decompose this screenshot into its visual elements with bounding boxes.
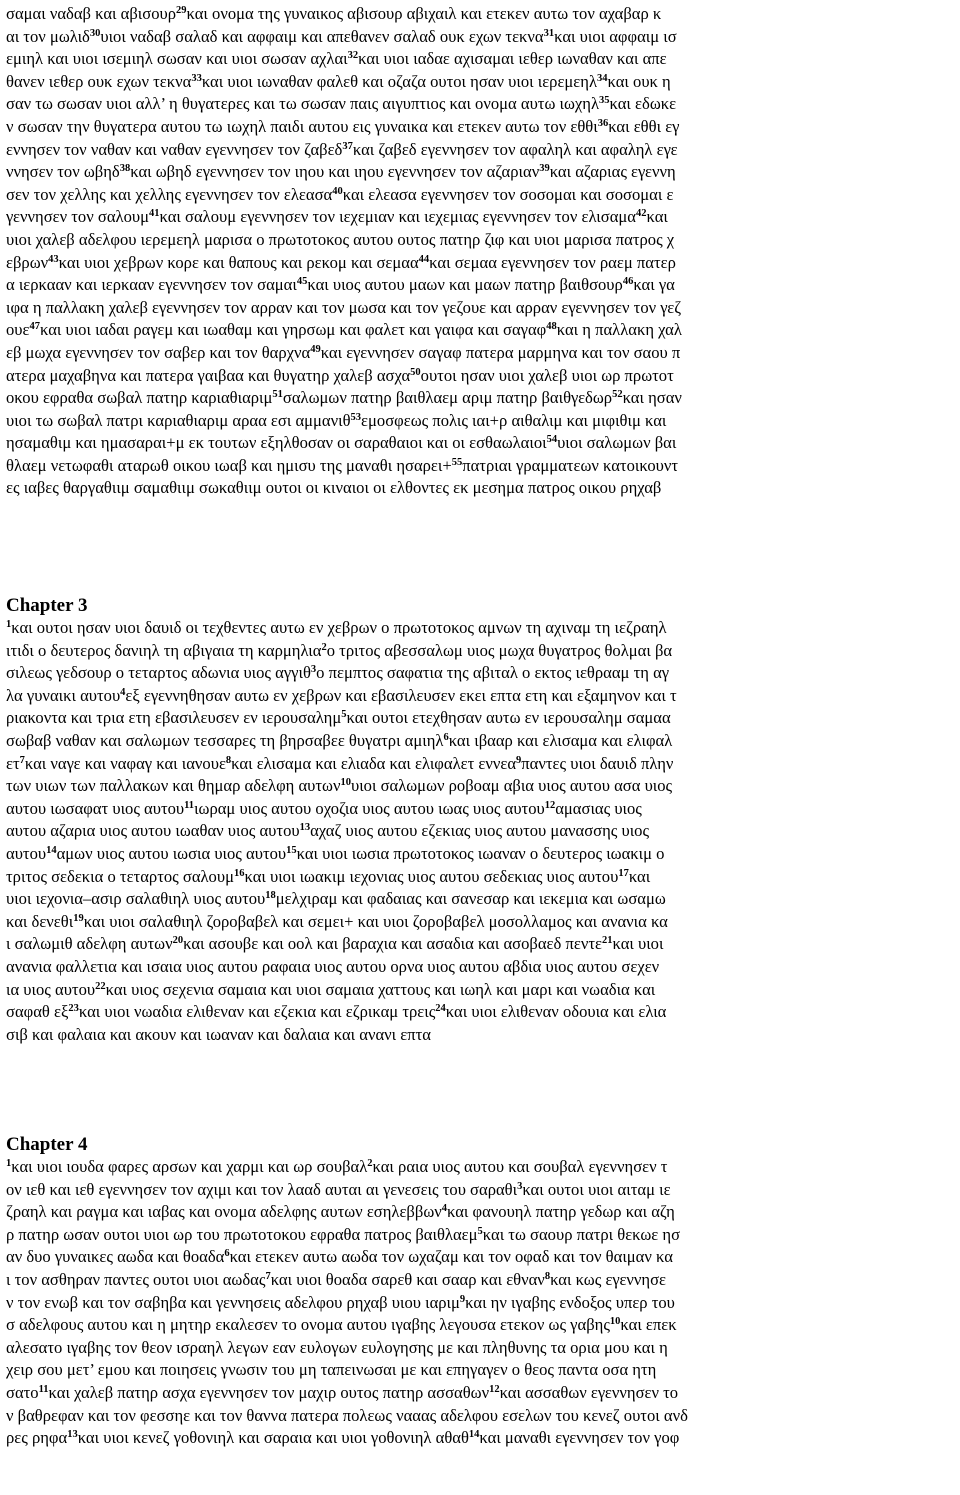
text-line [6, 979, 956, 1002]
text-line [6, 161, 956, 184]
verse-text: και δενεθι [6, 911, 74, 931]
verse-text: και τω σαουρ πατρι θεκωε ησ [482, 1224, 681, 1244]
text-line [6, 1179, 956, 1202]
verse-number: 10 [340, 777, 351, 789]
text-line [6, 866, 956, 889]
verse-text: και ησαν [622, 388, 682, 408]
text-line [6, 662, 956, 685]
verse-text: και εγεννησεν σαγαφ πατερα μαρμηνα και τον σαου π [320, 342, 681, 362]
verse-number: 13 [299, 822, 311, 834]
verse-text: και ελεασα εγεννησεν τον σοσομαι και σοσομαι ε [342, 184, 674, 204]
verse-text: σαλωμων πατηρ βαιθλαεμ αριμ πατηρ βαιθγεδωρ [282, 388, 613, 408]
verse-text: και υιοι νωαδια ελιθεναν και εζεκια και εζρικαμ τρεις [78, 1002, 436, 1022]
verse-text: και αζαριας εγεννη [549, 162, 676, 182]
verse-text: και ιβααρ και ελισαμα και ελιφαλ [448, 730, 673, 750]
verse-text: και ραια υιος αυτου και σουβαλ εγεννησεν τ [372, 1157, 668, 1176]
text-line [6, 206, 956, 229]
verse-text: των υιων των παλλακων και θημαρ αδελφη αυτων [6, 776, 341, 796]
text-line [6, 1001, 956, 1024]
verse-text: σαφαθ εξ [6, 1002, 69, 1022]
text-line [6, 685, 956, 708]
verse-text: ετ [6, 753, 20, 773]
verse-text: ιωραμ υιος αυτου οχοζια υιος αυτου ιωας υιος αυτου [194, 798, 545, 818]
verse-text: αλεσατο ιγαβης τον θεον ισραηλ λεγων εαν ευλογων ευλογησης με και πληθυνης τα ορια μου και η [6, 1337, 668, 1357]
verse-number: 41 [148, 208, 160, 220]
verse-number: 7 [265, 1270, 271, 1282]
verse-number: 32 [347, 50, 359, 62]
text-line [6, 1269, 956, 1292]
verse-text: αυτου αζαρια υιος αυτου ιωαθαν υιος αυτου [6, 821, 300, 841]
verse-number: 18 [265, 890, 276, 902]
verse-text: εβρων [6, 252, 49, 272]
verse-text: θανεν ιεθερ ουκ εχων τεκνα [6, 71, 192, 91]
verse-number: 49 [310, 343, 321, 355]
verse-text: μελχιραμ και φαδαιας και σανεσαρ και ιεκεμια και ωσαμω [275, 889, 666, 909]
verse-number: 8 [225, 754, 232, 766]
verse-number: 9 [459, 1293, 466, 1305]
verse-text: ζραηλ και ραγμα και ιαβας και ονομα αδελφης αυτων εσηλεββων [6, 1202, 442, 1222]
text-line [6, 1292, 956, 1315]
verse-text: και ονομα της γυναικος αβισουρ αβιχαιλ και ετεκεν αυτω τον αχαβαρ κ [186, 4, 662, 23]
text-line [6, 432, 956, 455]
verse-text: και ουτοι υιοι αιταμ ιε [522, 1179, 671, 1199]
verse-text: και κως εγεννησε [550, 1269, 667, 1289]
verse-text: σωβαβ ναθαν και σαλωμων τεσσαρες τη βηρσαβεε θυγατρι αμιηλ [6, 730, 444, 750]
verse-text: οκου εφραθα σωβαλ πατηρ καριαθιαριμ [6, 388, 273, 408]
verse-text: ια υιος αυτου [6, 979, 96, 999]
verse-text: και ασσαθων εγεννησεν το [499, 1382, 679, 1402]
verse-text: χειρ σου μετ’ εμου και ποιησεις γνωσιν του μη ταπεινωσαι με και επηγαγεν ο θεος παντα οσα ητη [6, 1360, 657, 1380]
verse-text: ρες ρηφα [6, 1428, 68, 1448]
verse-text: σατο [6, 1382, 39, 1402]
verse-text: και φανουηλ πατηρ γεδωρ και αζη [447, 1202, 675, 1222]
verse-text: και υιοι ιωακιμ ιεχονιας υιος αυτου σεδεκιας υιος αυτου [244, 866, 619, 886]
verse-number: 3 [310, 664, 317, 676]
text-line [6, 730, 956, 753]
verse-number: 19 [73, 912, 84, 924]
verse-number: 11 [38, 1383, 49, 1395]
verse-text: και επεκ [620, 1315, 677, 1335]
verse-number: 21 [601, 935, 613, 947]
text-line [6, 387, 956, 410]
verse-text: υιοι σαλωμων βαι [557, 433, 677, 453]
verse-text: και ασουβε και οολ και βαραχια και ασαδια και ασοβαεδ πεντε [183, 934, 602, 954]
verse-text: σαμαι ναδαβ και αβισουρ [6, 4, 177, 23]
verse-text: και υιοι ιαδαε αχισαμαι ιεθερ ιωναθαν και απε [358, 49, 667, 69]
text-line [6, 1337, 956, 1360]
verse-text: α ιερκααν και ιερκααν εγεννησεν τον σαμαι [6, 275, 297, 295]
verse-text: σαν τω σωσαν υιοι αλλ’ η θυγατερες και τω σωσαν παις αιγυπτιος και ονομα αυτω ιωχηλ [6, 94, 600, 114]
verse-number: 48 [546, 321, 557, 333]
verse-number: 16 [233, 867, 245, 879]
text-line [6, 93, 956, 116]
verse-text: και χαλεβ πατηρ ασχα εγεννησεν τον μαχιρ ουτος πατηρ ασσαθων [48, 1382, 490, 1402]
verse-number: 37 [342, 140, 353, 152]
verse-text: και υιοι χεβρων κορε και θαπους και ρεκομ και σεμαα [58, 252, 419, 272]
verse-text: και ουτοι ετεχθησαν αυτω εν ιερουσαλημ σαμαα [346, 708, 671, 728]
verse-text: και εθθι εγ [608, 116, 680, 136]
text-line [6, 640, 956, 663]
text-line [6, 617, 956, 640]
verse-number: 35 [599, 95, 610, 107]
text-line [6, 1246, 956, 1269]
verse-number: 31 [543, 27, 555, 39]
text-line [6, 707, 956, 730]
verse-number: 54 [546, 434, 558, 446]
text-line [6, 139, 956, 162]
verse-number: 6 [224, 1248, 230, 1260]
verse-text: και [628, 866, 651, 886]
text-line [6, 1359, 956, 1382]
verse-text: και ετεκεν αυτω αωδα τον ωχαζαμ και τον οφαδ και τον θαιμαν κα [229, 1247, 673, 1267]
verse-text: εξ εγεννηθησαν αυτω εν χεβρων και εβασιλευσεν εκει επτα ετη και εξαμηνον και τ [125, 685, 677, 705]
verse-number: 2 [321, 641, 327, 653]
verse-text: σιλεως γεδσουρ ο τεταρτος αδωνια υιος αγγιθ [6, 663, 311, 683]
verse-text: εμιηλ και υιοι ισεμιηλ σωσαν και υιοι σωσαν αχλαι [6, 49, 348, 69]
verse-number: 44 [418, 253, 430, 265]
verse-number: 9 [516, 754, 522, 766]
text-line [6, 477, 956, 500]
verse-text: αυτου ιωσαφατ υιος αυτου [6, 798, 185, 818]
verse-number: 15 [286, 844, 297, 856]
verse-text: και υιοι ιωσια πρωτοτοκος ιωαναν ο δευτερος ιωακιμ ο [296, 843, 665, 863]
verse-text: εμοσφεως πολις ιαι+ρ αιθαλιμ και μιφιθιμ και [361, 410, 667, 430]
verse-text: ησαμαθιμ και ημασαραι+μ εκ τουτων εξηλθοσαν οι σαραθαιοι και οι εσθαωλαιοι [6, 433, 547, 453]
verse-number: 51 [272, 389, 283, 401]
verse-number: 22 [95, 980, 106, 992]
verse-text: και μαναθι εγεννησεν τον γοφ [479, 1428, 680, 1448]
text-line [6, 319, 956, 342]
verse-number: 52 [612, 389, 623, 401]
verse-text: αχαζ υιος αυτου εζεκιας υιος αυτου μανασσης υιος [310, 821, 650, 841]
verse-text: ουε [6, 320, 30, 340]
text-line [6, 1405, 956, 1428]
verse-number: 6 [443, 731, 449, 743]
verse-text: και υιος αυτου μαων και μαων πατηρ βαιθσουρ [307, 275, 623, 295]
verse-number: 45 [296, 276, 308, 288]
text-line [6, 933, 956, 956]
text-line [6, 274, 956, 297]
text-line [6, 48, 956, 71]
text-line [6, 184, 956, 207]
text-line [6, 3, 956, 26]
verse-number: 24 [435, 1003, 446, 1015]
verse-text: εβ μωχα εγεννησεν τον σαβερ και τον θαρχνα [6, 342, 311, 362]
verse-number: 4 [120, 686, 126, 698]
verse-number: 11 [184, 799, 195, 811]
verse-text: ρ πατηρ ωσαν ουτοι υιοι ωρ του πρωτοτοκου εφραθα πατρος βαιθλαεμ [6, 1224, 478, 1244]
verse-number: 50 [410, 366, 421, 378]
text-line [6, 342, 956, 365]
text-line [6, 252, 956, 275]
verse-number: 4 [441, 1203, 447, 1215]
verse-number: 55 [451, 456, 463, 468]
verse-text: και υιοι [612, 934, 664, 954]
text-line [6, 1156, 956, 1179]
verse-number: 46 [622, 276, 634, 288]
verse-number: 13 [67, 1429, 78, 1441]
verse-number: 3 [517, 1180, 523, 1192]
verse-text: αμασιας υιος [555, 798, 642, 818]
text-line [6, 1201, 956, 1224]
verse-text: ον ιεθ και ιεθ εγεννησεν τον αχιμι και τον λααδ αυται αι γενεσεις του σαραθι [6, 1179, 518, 1199]
text-line [6, 297, 956, 320]
verse-text: θλαεμ νετωφαθι αταρωθ οικου ιωαβ και ημισυ της μαναθι ησαρει+ [6, 455, 452, 475]
chapter-4-text [6, 1156, 956, 1450]
verse-text: και υιοι κενεζ γοθονιηλ και σαραια και υιοι γοθονιηλ αθαθ [77, 1428, 469, 1448]
verse-number: 12 [489, 1383, 500, 1395]
verse-text: εννησεν τον ναθαν και ναθαν εγεννησεν τον ζαβεδ [6, 139, 343, 159]
verse-text: ες ιαβες θαργαθιιμ σαμαθιιμ σωκαθιιμ ουτοι οι κιναιοι οι ελθοντες εκ μεσημα πατρος οικου ρηχαβ [6, 478, 662, 498]
verse-text: ν βαθρεφαν και τον φεσσηε και τον θαννα πατερα πολεως νααας αδελφου εσελων του κενεζ ουτοι ανδ [6, 1405, 688, 1425]
verse-text: σιβ και φαλαια και ακουν και ιωαναν και δαλαια και ανανι επτα [6, 1024, 431, 1044]
verse-text: και υιοι ιωναθαν φαλεθ και οζαζα ουτοι ησαν υιοι ιερεμεηλ [201, 71, 597, 91]
verse-text: ο πεμπτος σαφατια της αβιταλ ο εκτος ιεθρααμ τη αγ [316, 663, 670, 683]
verse-text: γεννησεν τον σαλουμ [6, 207, 149, 227]
verse-text: και εδωκε [609, 94, 677, 114]
verse-text: και υιοι θοαδα σαρεθ και σααρ και εθναν [270, 1269, 545, 1289]
verse-number: 53 [350, 411, 362, 423]
text-line [6, 229, 956, 252]
verse-text: και ελισαμα και ελιαδα και ελιφαλετ εννεα [231, 753, 517, 773]
verse-text: υιοι ιεχονια–ασιρ σαλαθιηλ υιος αυτου [6, 889, 266, 909]
verse-number: 40 [332, 185, 343, 197]
verse-text: και υιοι ελιθεναν οδουια και ελια [445, 1002, 667, 1022]
verse-text: σεν τον χελλης και χελλης εγεννησεν τον ελεασα [6, 184, 333, 204]
verse-text: αυτου [6, 843, 47, 863]
verse-number: 47 [29, 321, 40, 333]
verse-text: και υιος σεχενια σαμαια και υιοι σαμαια χαττους και ιωηλ και μαρι και νωαδια και [105, 979, 656, 999]
verse-number: 39 [539, 163, 550, 175]
verse-text: ν τον ενωβ και τον σαβηβα και γεννησεις αδελφου ρηχαβ υιου ιαριμ [6, 1292, 460, 1312]
verse-text: ιτιδι ο δευτερος δανιηλ τη αβιγαια τη καρμηλια [6, 640, 322, 660]
verse-number: 12 [544, 799, 556, 811]
text-line [6, 1024, 956, 1047]
verse-text: ανανια φαλλετια και ισαια υιος αυτου ραφαια υιος αυτου ορνα υιος αυτου αβδια υιος αυτου σεχεν [6, 956, 660, 976]
chapter-3-text [6, 617, 956, 1046]
verse-text: και ναγε και ναφαγ και ιανουε [24, 753, 226, 773]
text-line [6, 775, 956, 798]
text-line [6, 820, 956, 843]
verse-number: 43 [48, 253, 59, 265]
verse-text: ιφα η παλλακη χαλεβ εγεννησεν τον αρραν και τον μωσα και τον γεζουε και αρραν εγεννησεν τον γεζ [6, 297, 682, 317]
verse-number: 2 [367, 1158, 373, 1169]
verse-number: 1 [6, 619, 12, 630]
text-line [6, 1382, 956, 1405]
verse-number: 20 [172, 935, 184, 947]
verse-number: 30 [89, 27, 101, 39]
verse-number: 23 [68, 1003, 79, 1015]
verse-number: 10 [609, 1316, 621, 1328]
verse-text: και ζαβεδ εγεννησεν τον αφαληλ και αφαληλ εγε [352, 139, 678, 159]
verse-text: αι τον μωλιδ [6, 26, 90, 46]
verse-text: και ωβηδ εγεννησεν τον ιηου και ιηου εγεννησεν τον αζαριαν [130, 162, 540, 182]
verse-text: λα γυναικι αυτου [6, 685, 121, 705]
verse-text: και υιοι σαλαθιηλ ζοροβαβελ και σεμει+ και υιοι ζοροβαβελ μοσολλαμος και ανανια κα [83, 911, 668, 931]
verse-number: 36 [597, 117, 609, 129]
verse-text: ι τον ασθηραν παντες ουτοι υιοι αωδας [6, 1269, 266, 1289]
verse-text: και γα [633, 275, 675, 295]
verse-text: αν δυο γυναικες αωδα και θοαδα [6, 1247, 225, 1267]
verse-number: 17 [618, 867, 629, 879]
text-line [6, 911, 956, 934]
text-line [6, 71, 956, 94]
text-line [6, 1314, 956, 1337]
text-line [6, 26, 956, 49]
verse-text: ι σαλωμιθ αδελφη αυτων [6, 934, 173, 954]
text-line [6, 410, 956, 433]
text-line [6, 455, 956, 478]
verse-number: 5 [341, 709, 347, 721]
verse-text: και υιοι ιαδαι ραγεμ και ιωαθαμ και γηρσωμ και φαλετ και γαιφα και σαγαφ [39, 320, 547, 340]
text-line [6, 365, 956, 388]
verse-number: 33 [191, 72, 202, 84]
text-line [6, 956, 956, 979]
verse-number: 14 [46, 844, 57, 856]
verse-text: υιοι τω σωβαλ πατρι καριαθιαριμ αραα εσι αμμανιθ [6, 410, 351, 430]
text-line [6, 843, 956, 866]
text-line [6, 1224, 956, 1247]
verse-text: ουτοι ησαν υιοι χαλεβ υιοι ωρ πρωτοτ [420, 365, 674, 385]
text-line [6, 116, 956, 139]
verse-text: και η παλλακη χαλ [556, 320, 682, 340]
text-line [6, 1427, 956, 1450]
verse-text: σ αδελφους αυτου και η μητηρ εκαλεσεν το ονομα αυτου ιγαβης λεγουσα ετεκον ως γαβης [6, 1315, 610, 1335]
verse-text: υιοι σαλωμων ροβοαμ αβια υιος αυτου ασα υιος [350, 776, 673, 796]
verse-text: πατριαι γραμματεων κατοικουντ [462, 455, 679, 475]
chapter-2-continuation [6, 3, 956, 500]
verse-text: και ουκ η [607, 71, 671, 91]
verse-number: 5 [477, 1225, 483, 1237]
verse-number: 34 [597, 72, 608, 84]
verse-text: και σεμαα εγεννησεν τον ραεμ πατερ [429, 252, 676, 272]
verse-text: και υιοι αφφαιμ ισ [554, 26, 677, 46]
verse-number: 14 [468, 1429, 480, 1441]
text-line [6, 888, 956, 911]
verse-text: και υιοι ιουδα φαρες αρσων και χαρμι και ωρ σουβαλ [11, 1157, 368, 1176]
verse-number: 38 [119, 163, 131, 175]
verse-text: αμων υιος αυτου ιωσια υιος αυτου [56, 843, 287, 863]
verse-number: 42 [636, 208, 647, 220]
text-line [6, 798, 956, 821]
verse-text: υιοι χαλεβ αδελφου ιερεμεηλ μαρισα ο πρωτοτοκος αυτου ουτος πατηρ ζιφ και υιοι μαρισα πατρος χ [6, 229, 675, 249]
verse-number: 1 [6, 1158, 12, 1169]
verse-text: ριακοντα και τρια ετη εβασιλευσεν εν ιερουσαλημ [6, 708, 342, 728]
verse-text: και σαλουμ εγεννησεν τον ιεχεμιαν και ιεχεμιας εγεννησεν τον ελισαμα [159, 207, 636, 227]
verse-text: τριτος σεδεκια ο τεταρτος σαλουμ [6, 866, 234, 886]
chapter-3-heading: Chapter 3 [6, 595, 88, 616]
verse-text: και ην ιγαβης ενδοξος υπερ του [465, 1292, 675, 1312]
verse-number: 8 [544, 1270, 551, 1282]
verse-text: υιοι ναδαβ σαλαδ και αφφαιμ και απεθανεν σαλαδ ουκ εχων τεκνα [100, 26, 544, 46]
verse-text: ννησεν τον ωβηδ [6, 162, 120, 182]
verse-text: και ουτοι ησαν υιοι δαυιδ οι τεχθεντες αυτω εν χεβρων ο πρωτοτοκος αμνων τη αχιναμ τη ιεζραηλ [11, 618, 667, 637]
verse-text: ο τριτος αβεσσαλωμ υιος μωχα θυγατρος θολμαι βα [326, 640, 673, 660]
verse-text: και [646, 207, 668, 227]
text-line [6, 753, 956, 776]
verse-text: ν σωσαν την θυγατερα αυτου τω ιωχηλ παιδι αυτου εις γυναικα και ετεκεν αυτω τον εθθι [6, 116, 598, 136]
verse-number: 29 [176, 5, 187, 16]
verse-text: ατερα μαχαβηνα και πατερα γαιβαα και θυγατηρ χαλεβ ασχα [6, 365, 411, 385]
verse-number: 7 [19, 754, 25, 766]
verse-text: παντες υιοι δαυιδ πλην [521, 753, 674, 773]
chapter-4-heading: Chapter 4 [6, 1134, 88, 1155]
